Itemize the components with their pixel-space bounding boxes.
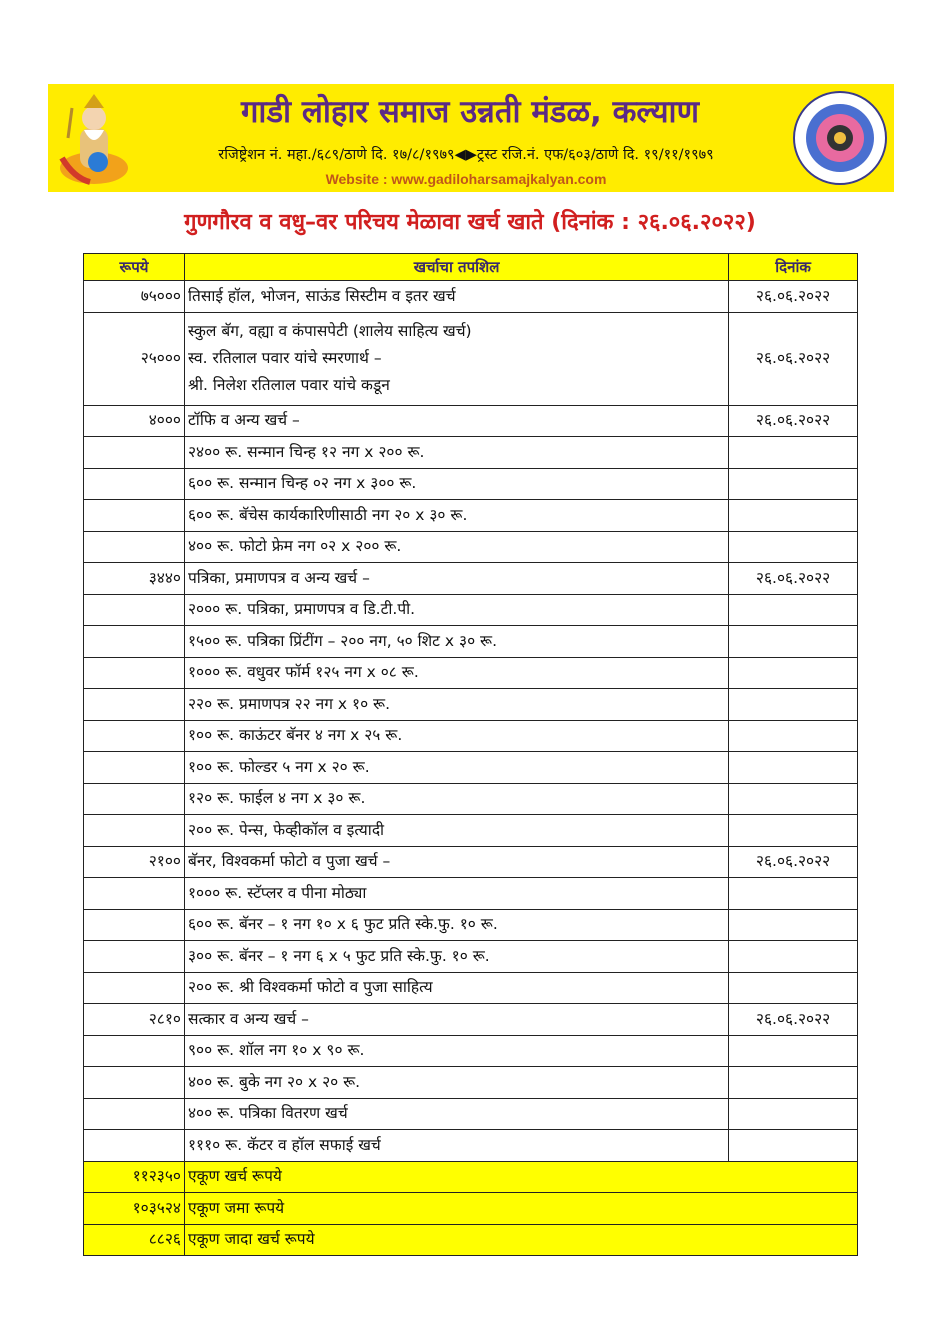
- row-amount: [84, 815, 185, 847]
- row-description: [185, 1004, 729, 1036]
- description-line: स्व. रतिलाल पवार यांचे स्मरणार्थ –: [188, 349, 382, 367]
- table-row: [84, 846, 858, 878]
- header-amount: रूपये: [84, 254, 185, 281]
- row-date: २६.०६.२०२२: [729, 405, 858, 437]
- row-date: [729, 909, 858, 941]
- row-description: [185, 815, 729, 847]
- row-date: [729, 657, 858, 689]
- row-amount: [84, 689, 185, 721]
- row-date: २६.०६.२०२२: [729, 1004, 858, 1036]
- row-description: [185, 689, 729, 721]
- row-description: [185, 972, 729, 1004]
- table-row: [84, 657, 858, 689]
- row-description: [185, 720, 729, 752]
- total-label: एकूण जमा रूपये: [185, 1193, 858, 1225]
- row-date: २६.०६.२०२२: [729, 281, 858, 313]
- row-date: २६.०६.२०२२: [729, 846, 858, 878]
- row-date: [729, 1130, 858, 1162]
- row-date: [729, 500, 858, 532]
- description-line: ४०० रू. पत्रिका वितरण खर्च: [188, 1104, 348, 1123]
- row-date: [729, 972, 858, 1004]
- row-description: [185, 594, 729, 626]
- row-amount: [84, 657, 185, 689]
- table-row: [84, 468, 858, 500]
- row-amount: [84, 783, 185, 815]
- row-amount: [84, 1098, 185, 1130]
- row-description: [185, 1067, 729, 1099]
- table-row: [84, 281, 858, 313]
- row-amount: [84, 878, 185, 910]
- description-line: ९०० रू. शॉल नग १० x ९० रू.: [188, 1041, 365, 1060]
- row-amount: [84, 626, 185, 658]
- row-description: [185, 909, 729, 941]
- row-amount: २१००: [84, 846, 185, 878]
- row-amount: [84, 468, 185, 500]
- row-amount: [84, 752, 185, 784]
- row-description: [185, 752, 729, 784]
- row-amount: [84, 1130, 185, 1162]
- description-line: १०० रू. फोल्डर ५ नग x २० रू.: [188, 757, 370, 776]
- table-row: [84, 405, 858, 437]
- row-date: [729, 531, 858, 563]
- total-label: एकूण जादा खर्च रूपये: [185, 1224, 858, 1256]
- row-description: [185, 1130, 729, 1162]
- description-line: १११० रू. कॅटर व हॉल सफाई खर्च: [188, 1135, 381, 1154]
- row-description: [185, 941, 729, 973]
- row-amount: [84, 720, 185, 752]
- row-description: [185, 878, 729, 910]
- description-line: २०० रू. पेन्स, फेव्हीकॉल व इत्यादी: [188, 820, 385, 839]
- row-amount: ७५०००: [84, 281, 185, 313]
- table-row: [84, 941, 858, 973]
- row-date: [729, 468, 858, 500]
- row-date: [729, 720, 858, 752]
- description-line: १२० रू. फाईल ४ नग x ३० रू.: [188, 789, 366, 808]
- description-line: २०० रू. श्री विश्वकर्मा फोटो व पुजा साहित्य: [188, 978, 433, 997]
- organization-name: गाडी लोहार समाज उन्नती मंडळ, कल्याण: [240, 94, 699, 130]
- row-date: [729, 1098, 858, 1130]
- document-title: गुणगौरव व वधु–वर परिचय मेळावा खर्च खाते (दिनांक : २६.०६.२०२२): [184, 210, 756, 235]
- row-description: [185, 405, 729, 437]
- row-description: [185, 468, 729, 500]
- total-row: [84, 1193, 858, 1225]
- description-line: ३०० रू. बॅनर – १ नग ६ x ५ फुट प्रति स्के.फु. १० रू.: [188, 946, 490, 965]
- row-amount: [84, 909, 185, 941]
- row-amount: [84, 437, 185, 469]
- row-description: [185, 437, 729, 469]
- row-description: [185, 500, 729, 532]
- row-date: [729, 878, 858, 910]
- table-row: [84, 626, 858, 658]
- row-amount: [84, 941, 185, 973]
- row-date: [729, 594, 858, 626]
- description-line: सत्कार व अन्य खर्च –: [188, 1009, 309, 1028]
- description-line: तिसाई हॉल, भोजन, साऊंड सिस्टीम व इतर खर्च: [188, 286, 456, 305]
- row-date: [729, 437, 858, 469]
- table-row: [84, 1004, 858, 1036]
- description-line: २००० रू. पत्रिका, प्रमाणपत्र व डि.टी.पी.: [188, 600, 416, 619]
- description-line: २४०० रू. सन्मान चिन्ह १२ नग x २०० रू.: [188, 442, 425, 461]
- row-date: [729, 626, 858, 658]
- description-line: १०० रू. काऊंटर बॅनर ४ नग x २५ रू.: [188, 726, 403, 745]
- description-line: ६०० रू. बॅचेस कार्यकारिणीसाठी नग २० x ३० रू.: [188, 505, 468, 524]
- table-row: [84, 1067, 858, 1099]
- table-row: [84, 437, 858, 469]
- row-amount: २८१०: [84, 1004, 185, 1036]
- expense-table: [83, 253, 858, 1256]
- table-row: [84, 783, 858, 815]
- table-row: [84, 878, 858, 910]
- total-amount: ११२३५०: [84, 1161, 185, 1193]
- row-description: [185, 531, 729, 563]
- header-banner: [48, 84, 894, 192]
- table-row: [84, 815, 858, 847]
- row-description: [185, 563, 729, 595]
- description-line: ४०० रू. फोटो फ्रेम नग ०२ x २०० रू.: [188, 537, 402, 556]
- vishwakarma-deity-icon: [54, 88, 134, 188]
- row-date: [729, 783, 858, 815]
- table-row: [84, 1130, 858, 1162]
- header-details: खर्चाचा तपशिल: [185, 254, 729, 281]
- table-header-row: [84, 254, 858, 281]
- table-body: [84, 281, 858, 1256]
- description-line: १५०० रू. पत्रिका प्रिंटींग – २०० नग, ५० शिट x ३० रू.: [188, 631, 498, 650]
- registration-details: रजिष्ट्रेशन नं. महा./६८९/ठाणे दि. १७/८/१९७९◀▶ट्रस्ट रजि.नं. एफ/६०३/ठाणे दि. १९/११/१९७९: [218, 147, 714, 163]
- row-amount: ३४४०: [84, 563, 185, 595]
- total-row: [84, 1224, 858, 1256]
- table-row: [84, 689, 858, 721]
- description-line: ४०० रू. बुके नग २० x २० रू.: [188, 1072, 361, 1091]
- table-row: [84, 563, 858, 595]
- description-line: ६०० रू. बॅनर – १ नग १० x ६ फुट प्रति स्के.फु. १० रू.: [188, 915, 498, 934]
- row-date: [729, 689, 858, 721]
- row-date: [729, 1035, 858, 1067]
- table-row: [84, 1098, 858, 1130]
- row-amount: [84, 1067, 185, 1099]
- description-line: १००० रू. स्टॅप्लर व पीना मोठ्या: [188, 883, 367, 902]
- total-label: एकूण खर्च रूपये: [185, 1161, 858, 1193]
- website-text: Website : www.gadiloharsamajkalyan.com: [325, 171, 607, 187]
- row-date: २६.०६.२०२२: [729, 563, 858, 595]
- description-line: ६०० रू. सन्मान चिन्ह ०२ नग x ३०० रू.: [188, 474, 417, 493]
- description-line: १००० रू. वधुवर फॉर्म १२५ नग x ०८ रू.: [188, 663, 419, 682]
- row-description: [185, 312, 729, 405]
- description-line: २२० रू. प्रमाणपत्र २२ नग x १० रू.: [188, 694, 391, 713]
- table-row: [84, 720, 858, 752]
- table-row: [84, 1035, 858, 1067]
- mandal-seal-icon: [792, 90, 888, 186]
- description-line: टॉफि व अन्य खर्च –: [188, 411, 300, 430]
- total-amount: १०३५२४: [84, 1193, 185, 1225]
- table-row: [84, 972, 858, 1004]
- row-description: [185, 846, 729, 878]
- header-date: दिनांक: [729, 254, 858, 281]
- table-row: [84, 909, 858, 941]
- table-row: [84, 312, 858, 405]
- row-amount: [84, 500, 185, 532]
- row-description: [185, 626, 729, 658]
- row-amount: [84, 531, 185, 563]
- row-amount: २५०००: [84, 312, 185, 405]
- description-line: बॅनर, विश्वकर्मा फोटो व पुजा खर्च –: [188, 852, 391, 871]
- description-line: पत्रिका, प्रमाणपत्र व अन्य खर्च –: [188, 568, 370, 587]
- description-line: स्कुल बॅग, वह्या व कंपासपेटी (शालेय साहित्य खर्च): [188, 322, 472, 340]
- table-row: [84, 752, 858, 784]
- row-date: [729, 752, 858, 784]
- row-description: [185, 1098, 729, 1130]
- row-amount: ४०००: [84, 405, 185, 437]
- row-description: [185, 281, 729, 313]
- total-amount: ८८२६: [84, 1224, 185, 1256]
- row-amount: [84, 972, 185, 1004]
- row-amount: [84, 1035, 185, 1067]
- row-description: [185, 657, 729, 689]
- table-row: [84, 531, 858, 563]
- table-row: [84, 594, 858, 626]
- row-amount: [84, 594, 185, 626]
- description-line: श्री. निलेश रतिलाल पवार यांचे कडून: [188, 376, 390, 394]
- row-date: २६.०६.२०२२: [729, 312, 858, 405]
- total-row: [84, 1161, 858, 1193]
- row-date: [729, 941, 858, 973]
- row-description: [185, 783, 729, 815]
- row-description: [185, 1035, 729, 1067]
- table-row: [84, 500, 858, 532]
- row-date: [729, 815, 858, 847]
- row-date: [729, 1067, 858, 1099]
